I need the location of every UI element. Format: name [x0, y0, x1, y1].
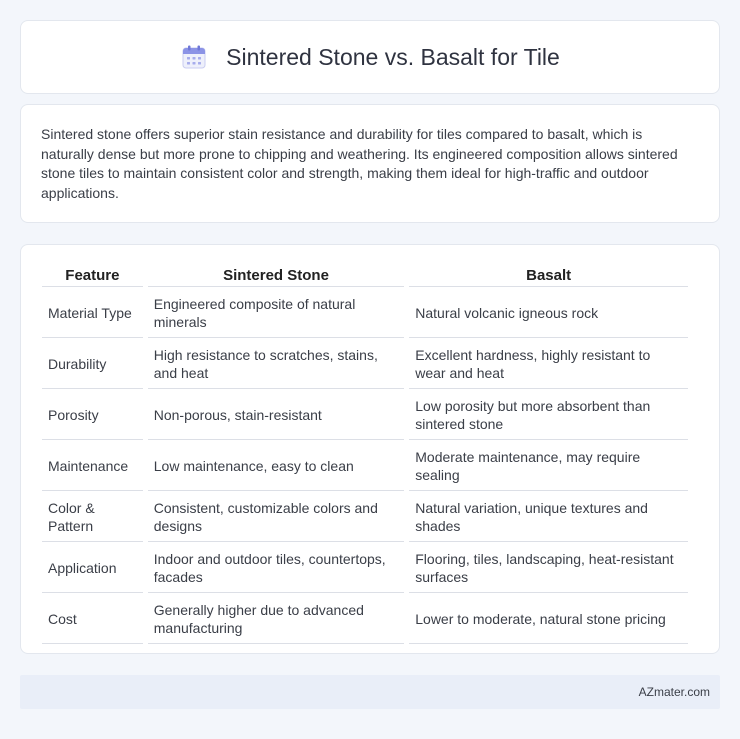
table-row	[42, 595, 688, 644]
comparison-table	[37, 261, 693, 646]
calendar-icon	[180, 43, 208, 71]
row-feature: Maintenance	[42, 442, 143, 491]
row-sintered-stone: Engineered composite of natural minerals	[148, 289, 405, 338]
row-basalt: Moderate maintenance, may require sealing	[409, 442, 688, 491]
row-sintered-stone: Low maintenance, easy to clean	[148, 442, 405, 491]
row-feature: Durability	[42, 340, 143, 389]
header-feature: Feature	[42, 263, 143, 287]
row-sintered-stone: Non-porous, stain-resistant	[148, 391, 405, 440]
row-basalt: Natural variation, unique textures and shades	[409, 493, 688, 542]
table-row	[42, 493, 688, 542]
table-row	[42, 544, 688, 593]
table-row	[42, 442, 688, 491]
page-title: Sintered Stone vs. Basalt for Tile	[226, 43, 560, 70]
row-feature: Porosity	[42, 391, 143, 440]
table-row	[42, 340, 688, 389]
row-sintered-stone: Generally higher due to advanced manufacturing	[148, 595, 405, 644]
row-basalt: Excellent hardness, highly resistant to wear and heat	[409, 340, 688, 389]
row-sintered-stone: High resistance to scratches, stains, and heat	[148, 340, 405, 389]
table-header-row	[42, 263, 688, 287]
row-feature: Material Type	[42, 289, 143, 338]
intro-paragraph: Sintered stone offers superior stain resistance and durability for tiles compared to basalt, which is naturally dense but more prone to chipping and weathering. Its engineered composition allows sintered stone tiles to maintain consistent color and strength, making them ideal for high-traffic and outdoor applications.	[41, 126, 678, 201]
row-sintered-stone: Consistent, customizable colors and designs	[148, 493, 405, 542]
footer-brand: AZmater.com	[638, 685, 710, 699]
row-basalt: Lower to moderate, natural stone pricing	[409, 595, 688, 644]
header-sintered-stone: Sintered Stone	[148, 263, 405, 287]
row-basalt: Flooring, tiles, landscaping, heat-resistant surfaces	[409, 544, 688, 593]
title-wrap	[180, 43, 560, 71]
title-card	[20, 20, 720, 94]
header-basalt: Basalt	[409, 263, 688, 287]
row-basalt: Natural volcanic igneous rock	[409, 289, 688, 338]
comparison-card	[20, 244, 720, 654]
row-feature: Color & Pattern	[42, 493, 143, 542]
footer-bar	[20, 675, 720, 709]
row-feature: Application	[42, 544, 143, 593]
table-row	[42, 391, 688, 440]
row-sintered-stone: Indoor and outdoor tiles, countertops, facades	[148, 544, 405, 593]
row-feature: Cost	[42, 595, 143, 644]
intro-card	[20, 104, 720, 223]
row-basalt: Low porosity but more absorbent than sintered stone	[409, 391, 688, 440]
table-row	[42, 289, 688, 338]
